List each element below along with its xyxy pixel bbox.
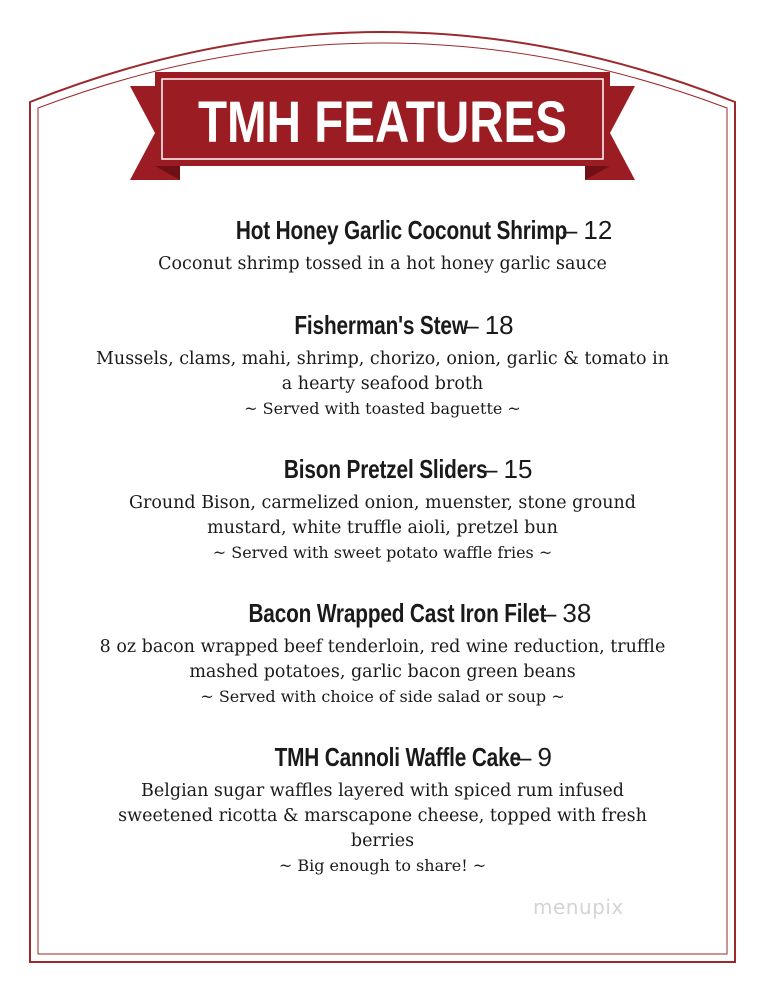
item-heading	[60, 303, 705, 347]
item-name: Fisherman's Stew	[294, 310, 469, 340]
item-heading	[60, 208, 705, 252]
menu-item	[60, 591, 705, 709]
item-price: 15	[503, 454, 533, 484]
menu-item	[60, 735, 705, 878]
item-description-line: mashed potatoes, garlic bacon green beans	[189, 662, 576, 682]
item-description-line: Ground Bison, carmelized onion, muenster, stone ground	[129, 493, 636, 513]
menu-item	[60, 447, 705, 565]
item-description-line: 8 oz bacon wrapped beef tenderloin, red wine reduction, truffle	[99, 637, 666, 657]
price-separator: –	[541, 598, 557, 628]
item-served-with: ~ Served with choice of side salad or soup ~	[200, 687, 565, 706]
menu-item	[60, 208, 705, 277]
item-heading	[60, 735, 705, 779]
banner-title: TMH FEATURES	[197, 89, 567, 155]
menu-items	[60, 208, 705, 878]
menupix-watermark: menupix	[533, 895, 624, 919]
price-separator: –	[483, 454, 498, 484]
item-description-line: sweetened ricotta & marscapone cheese, topped with fresh	[118, 806, 647, 826]
item-description-line: berries	[350, 831, 415, 851]
item-price: 9	[537, 742, 552, 772]
item-price: 18	[484, 310, 514, 340]
item-price: 38	[562, 598, 592, 628]
item-description-line: Belgian sugar waffles layered with spiced rum infused	[141, 781, 624, 801]
item-name: Hot Honey Garlic Coconut Shrimp	[235, 215, 567, 245]
item-price: 12	[583, 215, 613, 245]
item-description-line: Mussels, clams, mahi, shrimp, chorizo, onion, garlic & tomato in	[96, 349, 669, 369]
item-served-with: ~ Served with sweet potato waffle fries ~	[212, 543, 553, 562]
item-served-with: ~ Served with toasted baguette ~	[244, 399, 521, 418]
item-description-line: mustard, white truffle aioli, pretzel bun	[207, 518, 558, 538]
item-description-line: Coconut shrimp tossed in a hot honey garlic sauce	[158, 254, 607, 274]
item-served-with: ~ Big enough to share! ~	[278, 856, 487, 875]
item-description-line: a hearty seafood broth	[281, 374, 484, 394]
price-separator: –	[464, 310, 479, 340]
price-separator: –	[516, 742, 532, 772]
item-name: Bison Pretzel Sliders	[283, 454, 488, 484]
price-separator: –	[562, 215, 578, 245]
item-heading	[60, 591, 705, 635]
item-name: Bacon Wrapped Cast Iron Filet	[248, 598, 546, 628]
item-name: TMH Cannoli Waffle Cake	[274, 742, 521, 772]
menu-item	[60, 303, 705, 421]
item-heading	[60, 447, 705, 491]
